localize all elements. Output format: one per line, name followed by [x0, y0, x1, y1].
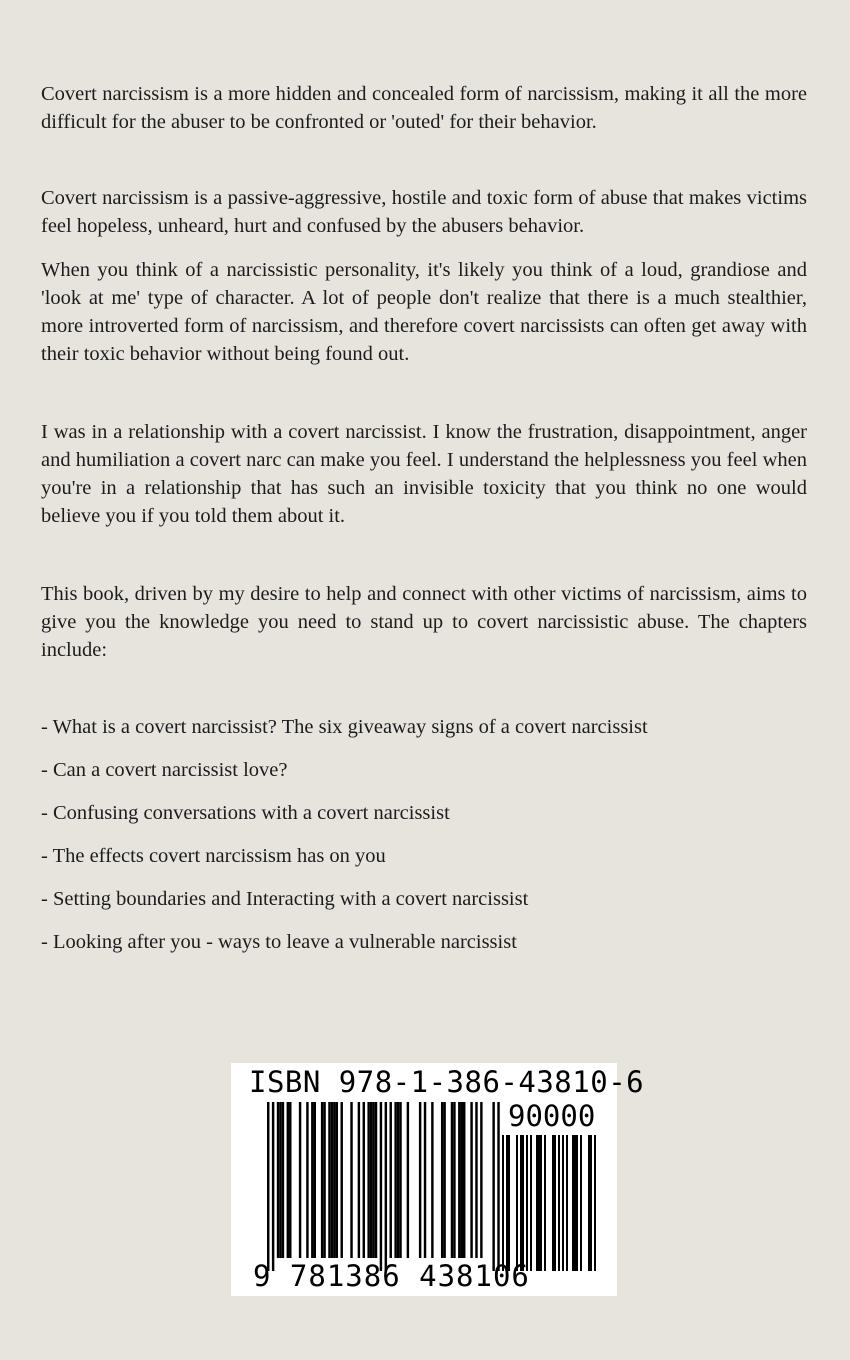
barcode-bar [341, 1102, 343, 1258]
addon-bar [572, 1135, 574, 1271]
barcode-bar [350, 1102, 352, 1258]
chapter-item: - Can a covert narcissist love? [41, 759, 288, 781]
barcode-bar [390, 1102, 392, 1258]
barcode-bar [394, 1102, 396, 1258]
addon-bar [558, 1135, 560, 1271]
guard-bar [380, 1102, 382, 1271]
barcode-bar [451, 1102, 453, 1258]
barcode-bar [397, 1102, 399, 1258]
barcode-bar [441, 1102, 443, 1258]
barcode-bar [328, 1102, 330, 1258]
addon-bar [538, 1135, 540, 1271]
addon-bar [588, 1135, 590, 1271]
barcode-bar [331, 1102, 333, 1258]
addon-bar [552, 1135, 554, 1271]
addon-bar [544, 1135, 546, 1271]
chapter-item: - What is a covert narcissist? The six giveaway signs of a covert narcissist [41, 716, 648, 738]
addon-bar [516, 1135, 518, 1271]
barcode-bar [399, 1102, 401, 1258]
guard-bar [267, 1102, 269, 1271]
barcode-bar [475, 1102, 477, 1258]
addon-bar [574, 1135, 576, 1271]
addon-bar [554, 1135, 556, 1271]
paragraph-author-experience: I was in a relationship with a covert narcissist. I know the frustration, disappointment, anger and humiliation a covert narc can make you feel. I understand the helplessness you feel when you're in a relationship that has such an invisible toxicity that you think no one would believe you if you told them about it. [41, 421, 807, 527]
barcode-bar [461, 1102, 463, 1258]
barcode-bar [458, 1102, 460, 1258]
barcode-bar [333, 1102, 335, 1258]
addon-bar [502, 1135, 504, 1271]
barcode-bar [372, 1102, 374, 1258]
chapter-item: - Looking after you - ways to leave a vulnerable narcissist [41, 931, 517, 953]
addon-bar [594, 1135, 596, 1271]
barcode-bar [282, 1102, 284, 1258]
paragraph-definition: Covert narcissism is a passive-aggressive, hostile and toxic form of abuse that makes victims feel hopeless, unheard, hurt and confused by the abusers behavior. [41, 187, 807, 237]
barcode-bar [463, 1102, 465, 1258]
barcode-bar [279, 1102, 281, 1258]
guard-bar [492, 1102, 494, 1271]
chapter-item: - The effects covert narcissism has on you [41, 845, 386, 867]
barcode-bar [424, 1102, 426, 1258]
addon-bar [522, 1135, 524, 1271]
addon-bar [506, 1135, 508, 1271]
paragraph-intro: Covert narcissism is a more hidden and concealed form of narcissism, making it all the more difficult for the abuser to be confronted or 'outed' for their behavior. [41, 83, 807, 133]
barcode-bar [277, 1102, 279, 1258]
addon-bar [580, 1135, 582, 1271]
isbn-label: ISBN 978-1-386-43810-6 [249, 1065, 645, 1099]
addon-bar [576, 1135, 578, 1271]
barcode-bar [480, 1102, 482, 1258]
addon-bar [508, 1135, 510, 1271]
paragraph-personality: When you think of a narcissistic personality, it's likely you think of a loud, grandiose and 'look at me' type of character. A lot of people don't realize that there is a much stealthier, more introverted form of narcissism, and therefore covert narcissists can often get away with their toxic behavior without being found out. [41, 259, 807, 365]
barcode-bar [314, 1102, 316, 1258]
barcode-bar [370, 1102, 372, 1258]
price-code: 90000 [508, 1099, 596, 1133]
addon-bar [566, 1135, 568, 1271]
addon-bar [520, 1135, 522, 1271]
barcode-bar [311, 1102, 313, 1258]
barcode-bar [453, 1102, 455, 1258]
barcode-bar [321, 1102, 323, 1258]
chapter-item: - Setting boundaries and Interacting with a covert narcissist [41, 888, 529, 910]
addon-bar [536, 1135, 538, 1271]
addon-bar [540, 1135, 542, 1271]
chapter-item: - Confusing conversations with a covert narcissist [41, 802, 450, 824]
barcode-bar [419, 1102, 421, 1258]
guard-bar [497, 1102, 499, 1271]
addon-bar [530, 1135, 532, 1271]
barcode-bar [299, 1102, 301, 1258]
barcode-bar [375, 1102, 377, 1258]
guard-bar [272, 1102, 274, 1271]
isbn-barcode [231, 1063, 645, 1296]
barcode-bar [289, 1102, 291, 1258]
guard-bar [385, 1102, 387, 1271]
ean-digits: 9 781386 438106 [253, 1259, 530, 1293]
barcode-bar [336, 1102, 338, 1258]
barcode-bar [367, 1102, 369, 1258]
barcode-bar [470, 1102, 472, 1258]
barcode-bar [323, 1102, 325, 1258]
paragraph-book-purpose: This book, driven by my desire to help and connect with other victims of narcissism, aims to give you the knowledge you need to stand up to covert narcissistic abuse. The chapters include: [41, 583, 807, 661]
addon-bar [526, 1135, 528, 1271]
barcode-bar [358, 1102, 360, 1258]
addon-bar [562, 1135, 564, 1271]
barcode-bar [431, 1102, 433, 1258]
addon-bar [590, 1135, 592, 1271]
barcode-bar [306, 1102, 308, 1258]
barcode-bar [407, 1102, 409, 1258]
barcode-bar [287, 1102, 289, 1258]
barcode-bar [363, 1102, 365, 1258]
barcode-bar [443, 1102, 445, 1258]
